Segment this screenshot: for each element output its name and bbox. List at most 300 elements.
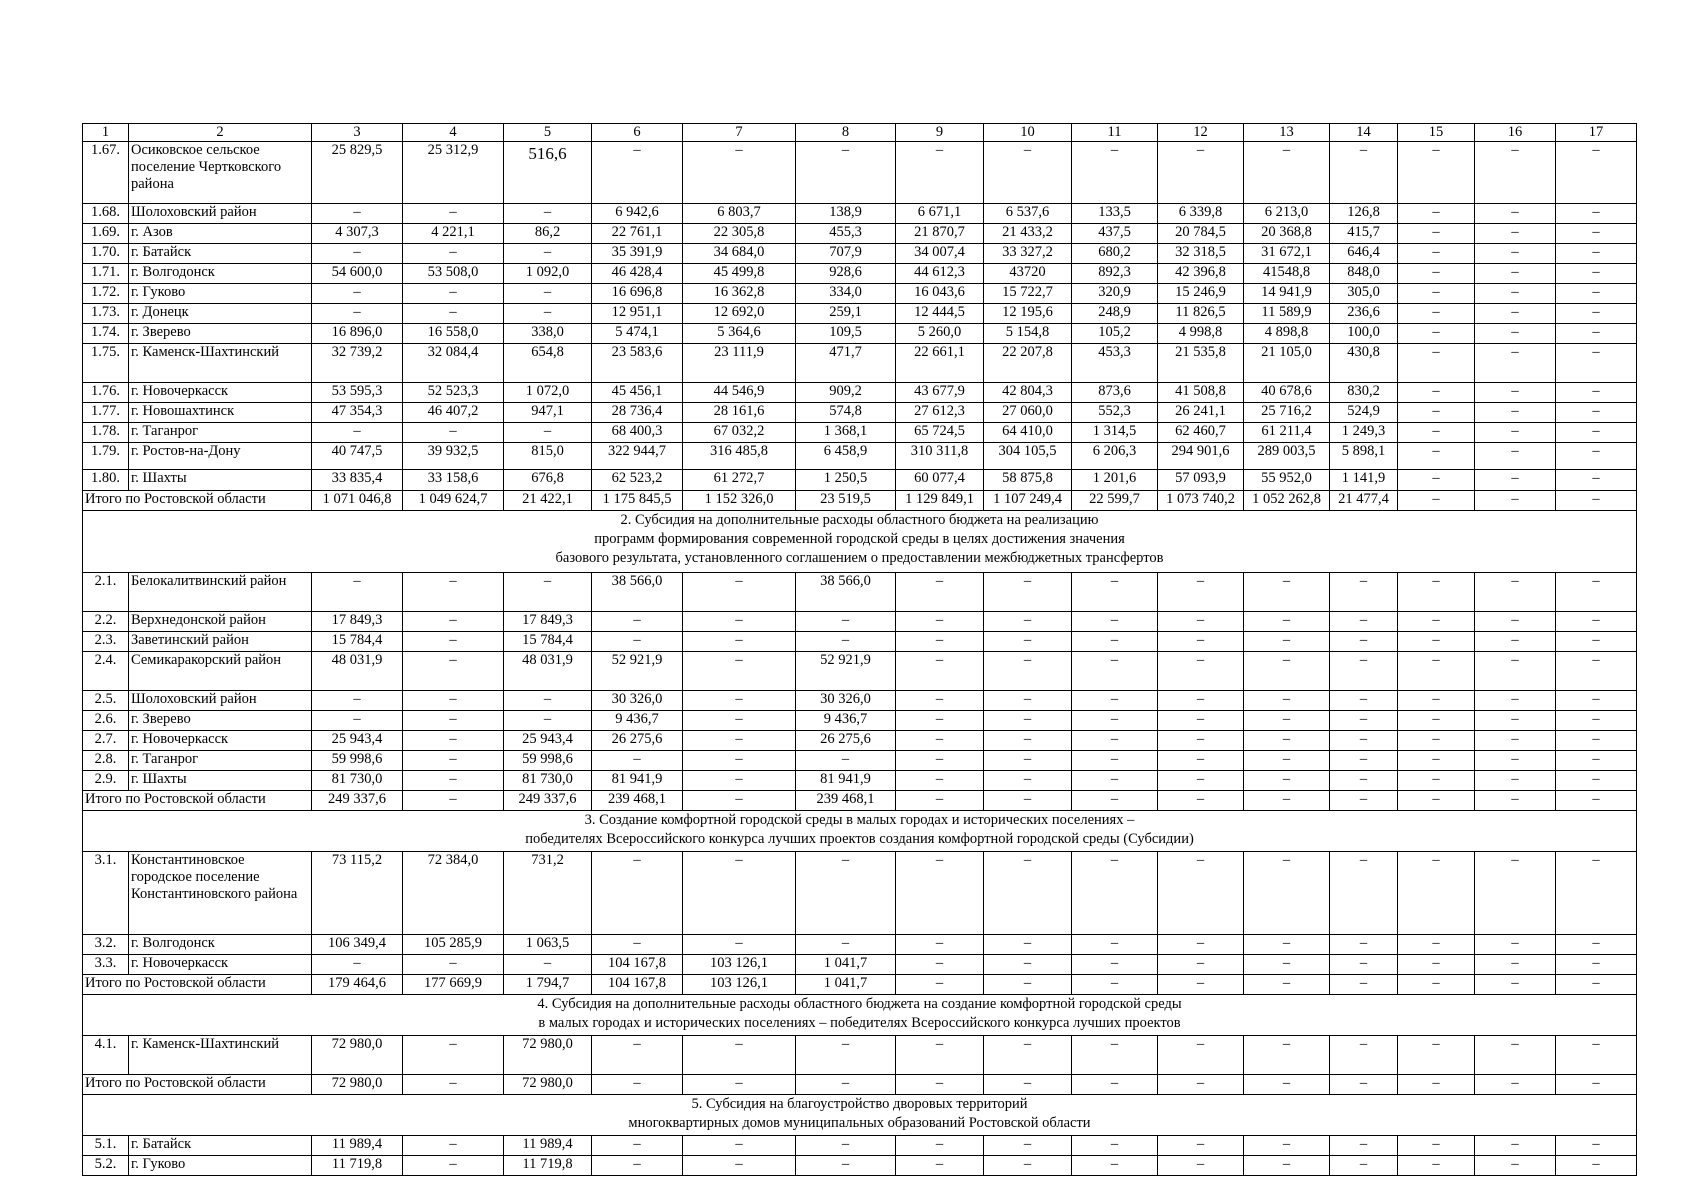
value-cell: – — [312, 711, 403, 731]
value-cell: – — [1244, 852, 1330, 935]
row-name: г. Таганрог — [129, 751, 312, 771]
value-cell: – — [1398, 304, 1475, 324]
value-cell: 40 747,5 — [312, 443, 403, 470]
value-cell: – — [504, 284, 592, 304]
value-cell: 5 154,8 — [984, 324, 1072, 344]
value-cell: – — [1158, 1036, 1244, 1075]
section-title-row — [83, 1095, 1637, 1136]
value-cell: – — [403, 711, 504, 731]
value-cell: 30 326,0 — [796, 691, 896, 711]
table-row — [83, 423, 1637, 443]
value-cell: – — [504, 691, 592, 711]
value-cell: – — [1475, 423, 1556, 443]
value-cell: 676,8 — [504, 470, 592, 491]
value-cell: – — [1475, 711, 1556, 731]
header-cell: 9 — [896, 124, 984, 142]
value-cell: – — [1398, 612, 1475, 632]
total-value: – — [1330, 791, 1398, 811]
section-title-line: 4. Субсидия на дополнительные расходы областного бюджета на создание комфортной городской среды — [537, 996, 1182, 1012]
value-cell: – — [1330, 771, 1398, 791]
row-name: г. Зверево — [129, 711, 312, 731]
value-cell: 1 368,1 — [796, 423, 896, 443]
value-cell: – — [984, 731, 1072, 751]
value-cell: – — [984, 691, 1072, 711]
value-cell: 138,9 — [796, 204, 896, 224]
value-cell: – — [1330, 142, 1398, 204]
value-cell: 30 326,0 — [592, 691, 683, 711]
value-cell: – — [1556, 573, 1637, 612]
value-cell: 11 989,4 — [312, 1136, 403, 1156]
value-cell: – — [984, 573, 1072, 612]
value-cell: 16 896,0 — [312, 324, 403, 344]
value-cell: – — [592, 1136, 683, 1156]
row-name: Верхнедонской район — [129, 612, 312, 632]
total-value: 1 071 046,8 — [312, 491, 403, 511]
value-cell: – — [796, 751, 896, 771]
table-row — [83, 632, 1637, 652]
value-cell: 23 111,9 — [683, 344, 796, 383]
value-cell: – — [504, 423, 592, 443]
value-cell: 338,0 — [504, 324, 592, 344]
value-cell: 35 391,9 — [592, 244, 683, 264]
value-cell: 57 093,9 — [1158, 470, 1244, 491]
value-cell: 22 661,1 — [896, 344, 984, 383]
value-cell: 5 898,1 — [1330, 443, 1398, 470]
value-cell: – — [1475, 264, 1556, 284]
value-cell: 32 318,5 — [1158, 244, 1244, 264]
value-cell: – — [1556, 423, 1637, 443]
value-cell: 1 249,3 — [1330, 423, 1398, 443]
value-cell: 6 206,3 — [1072, 443, 1158, 470]
value-cell: – — [592, 935, 683, 955]
value-cell: – — [1475, 771, 1556, 791]
value-cell: – — [1244, 711, 1330, 731]
value-cell: 20 368,8 — [1244, 224, 1330, 244]
row-number: 1.80. — [83, 470, 129, 491]
value-cell: – — [592, 612, 683, 632]
value-cell: 26 275,6 — [592, 731, 683, 751]
value-cell: – — [984, 711, 1072, 731]
value-cell: 6 339,8 — [1158, 204, 1244, 224]
total-value: – — [1244, 1075, 1330, 1095]
value-cell: – — [683, 771, 796, 791]
value-cell: – — [1475, 284, 1556, 304]
row-number: 2.4. — [83, 652, 129, 691]
value-cell: 11 719,8 — [312, 1156, 403, 1176]
value-cell: – — [312, 423, 403, 443]
value-cell: – — [592, 142, 683, 204]
value-cell: – — [796, 1136, 896, 1156]
value-cell: – — [896, 1036, 984, 1075]
value-cell: – — [1244, 1136, 1330, 1156]
value-cell: – — [896, 852, 984, 935]
total-value: – — [1398, 791, 1475, 811]
value-cell: 23 583,6 — [592, 344, 683, 383]
value-cell: 1 250,5 — [796, 470, 896, 491]
total-row — [83, 975, 1637, 995]
value-cell: – — [312, 573, 403, 612]
value-cell: – — [1475, 244, 1556, 264]
total-label: Итого по Ростовской области — [83, 975, 312, 995]
row-name: г. Батайск — [129, 244, 312, 264]
value-cell: 9 436,7 — [796, 711, 896, 731]
value-cell: – — [1244, 771, 1330, 791]
value-cell: 53 595,3 — [312, 383, 403, 403]
value-cell: 67 032,2 — [683, 423, 796, 443]
value-cell: – — [683, 751, 796, 771]
value-cell: – — [683, 632, 796, 652]
value-cell: – — [1556, 1036, 1637, 1075]
value-cell: 72 980,0 — [312, 1036, 403, 1075]
value-cell: – — [1556, 955, 1637, 975]
value-cell: – — [1556, 612, 1637, 632]
value-cell: – — [592, 632, 683, 652]
value-cell: – — [896, 612, 984, 632]
value-cell: – — [1556, 751, 1637, 771]
value-cell: 72 980,0 — [504, 1036, 592, 1075]
value-cell: 81 730,0 — [504, 771, 592, 791]
value-cell: – — [1158, 691, 1244, 711]
total-value: 1 052 262,8 — [1244, 491, 1330, 511]
value-cell: – — [896, 1136, 984, 1156]
value-cell: – — [403, 423, 504, 443]
value-cell: – — [984, 1156, 1072, 1176]
value-cell: – — [1158, 1136, 1244, 1156]
total-value: – — [796, 1075, 896, 1095]
value-cell: – — [896, 711, 984, 731]
value-cell: 58 875,8 — [984, 470, 1072, 491]
value-cell: 32 739,2 — [312, 344, 403, 383]
value-cell: 43 677,9 — [896, 383, 984, 403]
value-cell: 873,6 — [1072, 383, 1158, 403]
row-name: г. Азов — [129, 224, 312, 244]
row-name: Семикаракорский район — [129, 652, 312, 691]
value-cell: 4 998,8 — [1158, 324, 1244, 344]
value-cell: – — [403, 771, 504, 791]
header-cell: 16 — [1475, 124, 1556, 142]
value-cell: – — [896, 1156, 984, 1176]
row-number: 2.8. — [83, 751, 129, 771]
value-cell: 103 126,1 — [683, 955, 796, 975]
value-cell: – — [1330, 573, 1398, 612]
value-cell: – — [683, 573, 796, 612]
row-name: г. Волгодонск — [129, 935, 312, 955]
value-cell: – — [1072, 573, 1158, 612]
value-cell: – — [1158, 142, 1244, 204]
value-cell: 26 275,6 — [796, 731, 896, 751]
value-cell: – — [796, 142, 896, 204]
value-cell: 61 272,7 — [683, 470, 796, 491]
value-cell: – — [592, 1036, 683, 1075]
value-cell: 73 115,2 — [312, 852, 403, 935]
row-name: Шолоховский район — [129, 691, 312, 711]
table-row — [83, 383, 1637, 403]
value-cell: 6 213,0 — [1244, 204, 1330, 224]
row-name: г. Каменск-Шахтинский — [129, 1036, 312, 1075]
value-cell: – — [592, 751, 683, 771]
value-cell: 4 307,3 — [312, 224, 403, 244]
value-cell: – — [403, 955, 504, 975]
value-cell: – — [504, 711, 592, 731]
total-value: – — [896, 791, 984, 811]
value-cell: 12 951,1 — [592, 304, 683, 324]
value-cell: – — [1330, 711, 1398, 731]
total-value: – — [1475, 491, 1556, 511]
value-cell: 15 722,7 — [984, 284, 1072, 304]
value-cell: – — [1556, 771, 1637, 791]
value-cell: – — [984, 632, 1072, 652]
value-cell: 109,5 — [796, 324, 896, 344]
value-cell: 44 612,3 — [896, 264, 984, 284]
value-cell: 52 921,9 — [796, 652, 896, 691]
value-cell: – — [1330, 731, 1398, 751]
value-cell: – — [796, 1156, 896, 1176]
row-number: 1.75. — [83, 344, 129, 383]
value-cell: 16 362,8 — [683, 284, 796, 304]
value-cell: – — [1398, 470, 1475, 491]
value-cell: 81 730,0 — [312, 771, 403, 791]
value-cell: – — [1398, 632, 1475, 652]
header-cell: 15 — [1398, 124, 1475, 142]
total-value: 1 041,7 — [796, 975, 896, 995]
total-value: – — [1475, 975, 1556, 995]
value-cell: – — [896, 142, 984, 204]
value-cell: – — [1556, 1156, 1637, 1176]
value-cell: – — [1330, 691, 1398, 711]
value-cell: 47 354,3 — [312, 403, 403, 423]
value-cell: – — [984, 852, 1072, 935]
value-cell: – — [1556, 204, 1637, 224]
total-value: 239 468,1 — [592, 791, 683, 811]
row-name: г. Новочеркасск — [129, 955, 312, 975]
value-cell: – — [1244, 935, 1330, 955]
value-cell: – — [504, 304, 592, 324]
value-cell: 236,6 — [1330, 304, 1398, 324]
row-number: 3.3. — [83, 955, 129, 975]
total-value: – — [896, 1075, 984, 1095]
total-value: – — [1475, 1075, 1556, 1095]
total-value: – — [1072, 975, 1158, 995]
value-cell: 11 826,5 — [1158, 304, 1244, 324]
section-title-line: в малых городах и исторических поселениях – победителях Всероссийского конкурса лучших проектов — [538, 1015, 1181, 1031]
value-cell: – — [1475, 403, 1556, 423]
value-cell: 62 523,2 — [592, 470, 683, 491]
value-cell: 9 436,7 — [592, 711, 683, 731]
value-cell: 552,3 — [1072, 403, 1158, 423]
value-cell: 4 898,8 — [1244, 324, 1330, 344]
value-cell: 21 535,8 — [1158, 344, 1244, 383]
value-cell: – — [1475, 612, 1556, 632]
section-title-row — [83, 811, 1637, 852]
value-cell: – — [1475, 652, 1556, 691]
value-cell: 516,6 — [504, 142, 592, 204]
value-cell: 17 849,3 — [504, 612, 592, 632]
table-row — [83, 1036, 1637, 1075]
total-value: 1 152 326,0 — [683, 491, 796, 511]
value-cell: – — [1475, 691, 1556, 711]
total-value: 22 599,7 — [1072, 491, 1158, 511]
table-row — [83, 771, 1637, 791]
section-title — [83, 995, 1637, 1036]
value-cell: 41 508,8 — [1158, 383, 1244, 403]
total-value: – — [984, 791, 1072, 811]
value-cell: 4 221,1 — [403, 224, 504, 244]
value-cell: 928,6 — [796, 264, 896, 284]
value-cell: – — [1475, 304, 1556, 324]
value-cell: – — [683, 731, 796, 751]
row-number: 4.1. — [83, 1036, 129, 1075]
value-cell: – — [1398, 573, 1475, 612]
value-cell: 25 943,4 — [504, 731, 592, 751]
total-value: – — [1158, 791, 1244, 811]
value-cell: 574,8 — [796, 403, 896, 423]
value-cell: – — [1475, 204, 1556, 224]
value-cell: – — [403, 652, 504, 691]
total-value: – — [403, 791, 504, 811]
row-number: 3.1. — [83, 852, 129, 935]
value-cell: – — [1158, 612, 1244, 632]
value-cell: – — [1158, 632, 1244, 652]
value-cell: – — [1244, 691, 1330, 711]
header-cell: 5 — [504, 124, 592, 142]
value-cell: – — [403, 1036, 504, 1075]
value-cell: – — [312, 284, 403, 304]
value-cell: – — [1244, 751, 1330, 771]
value-cell: – — [1398, 324, 1475, 344]
value-cell: 38 566,0 — [796, 573, 896, 612]
value-cell: 105 285,9 — [403, 935, 504, 955]
row-number: 1.68. — [83, 204, 129, 224]
value-cell: – — [1072, 751, 1158, 771]
row-name: г. Каменск-Шахтинский — [129, 344, 312, 383]
value-cell: – — [796, 935, 896, 955]
value-cell: – — [896, 731, 984, 751]
value-cell: – — [1556, 711, 1637, 731]
value-cell: 815,0 — [504, 443, 592, 470]
value-cell: – — [1072, 632, 1158, 652]
value-cell: 64 410,0 — [984, 423, 1072, 443]
total-value: – — [1330, 1075, 1398, 1095]
value-cell: – — [683, 1136, 796, 1156]
value-cell: – — [1556, 324, 1637, 344]
row-name: г. Донецк — [129, 304, 312, 324]
value-cell: – — [312, 304, 403, 324]
value-cell: – — [1556, 632, 1637, 652]
value-cell: – — [984, 1036, 1072, 1075]
total-value: – — [1244, 975, 1330, 995]
row-number: 1.72. — [83, 284, 129, 304]
section-title — [83, 811, 1637, 852]
value-cell: – — [796, 612, 896, 632]
value-cell: 28 161,6 — [683, 403, 796, 423]
table-row — [83, 1156, 1637, 1176]
value-cell: 1 141,9 — [1330, 470, 1398, 491]
value-cell: – — [984, 1136, 1072, 1156]
value-cell: 6 671,1 — [896, 204, 984, 224]
value-cell: 38 566,0 — [592, 573, 683, 612]
row-name: г. Новочеркасск — [129, 383, 312, 403]
row-name: г. Новочеркасск — [129, 731, 312, 751]
value-cell: – — [1475, 852, 1556, 935]
value-cell: – — [1398, 204, 1475, 224]
value-cell: 81 941,9 — [796, 771, 896, 791]
value-cell: 43720 — [984, 264, 1072, 284]
total-value: 1 049 624,7 — [403, 491, 504, 511]
value-cell: 15 784,4 — [312, 632, 403, 652]
total-value: – — [1158, 1075, 1244, 1095]
value-cell: – — [1475, 632, 1556, 652]
value-cell: – — [1556, 244, 1637, 264]
value-cell: 25 312,9 — [403, 142, 504, 204]
value-cell: – — [896, 935, 984, 955]
value-cell: 11 989,4 — [504, 1136, 592, 1156]
table-row — [83, 304, 1637, 324]
value-cell: 55 952,0 — [1244, 470, 1330, 491]
row-name: г. Шахты — [129, 771, 312, 791]
value-cell: – — [1398, 771, 1475, 791]
total-value: – — [1398, 975, 1475, 995]
value-cell: 61 211,4 — [1244, 423, 1330, 443]
value-cell: 81 941,9 — [592, 771, 683, 791]
value-cell: 1 041,7 — [796, 955, 896, 975]
value-cell: – — [1398, 224, 1475, 244]
row-name: Шолоховский район — [129, 204, 312, 224]
value-cell: 33 158,6 — [403, 470, 504, 491]
value-cell: – — [1475, 955, 1556, 975]
value-cell: – — [403, 204, 504, 224]
value-cell: 6 803,7 — [683, 204, 796, 224]
table-row — [83, 284, 1637, 304]
value-cell: 45 499,8 — [683, 264, 796, 284]
row-name: г. Гуково — [129, 284, 312, 304]
table-row — [83, 204, 1637, 224]
total-value: – — [1556, 791, 1637, 811]
total-value: – — [1072, 791, 1158, 811]
value-cell: – — [1158, 573, 1244, 612]
value-cell: – — [1244, 955, 1330, 975]
value-cell: – — [683, 935, 796, 955]
total-value: 72 980,0 — [504, 1075, 592, 1095]
value-cell: 62 460,7 — [1158, 423, 1244, 443]
value-cell: – — [984, 652, 1072, 691]
value-cell: 33 835,4 — [312, 470, 403, 491]
section-title — [83, 1095, 1637, 1136]
total-value: – — [592, 1075, 683, 1095]
table-row — [83, 224, 1637, 244]
value-cell: – — [1556, 935, 1637, 955]
value-cell: – — [984, 955, 1072, 975]
value-cell: – — [1072, 771, 1158, 791]
value-cell: – — [312, 691, 403, 711]
row-number: 1.73. — [83, 304, 129, 324]
value-cell: – — [1475, 344, 1556, 383]
value-cell: – — [504, 244, 592, 264]
value-cell: – — [1556, 344, 1637, 383]
value-cell: 6 942,6 — [592, 204, 683, 224]
table-row — [83, 403, 1637, 423]
value-cell: – — [683, 142, 796, 204]
value-cell: – — [1244, 652, 1330, 691]
value-cell: 1 092,0 — [504, 264, 592, 284]
value-cell: – — [1398, 1136, 1475, 1156]
value-cell: – — [1072, 852, 1158, 935]
value-cell: 471,7 — [796, 344, 896, 383]
total-value: – — [1475, 791, 1556, 811]
value-cell: – — [683, 1036, 796, 1075]
value-cell: 22 761,1 — [592, 224, 683, 244]
row-number: 1.70. — [83, 244, 129, 264]
row-number: 1.78. — [83, 423, 129, 443]
